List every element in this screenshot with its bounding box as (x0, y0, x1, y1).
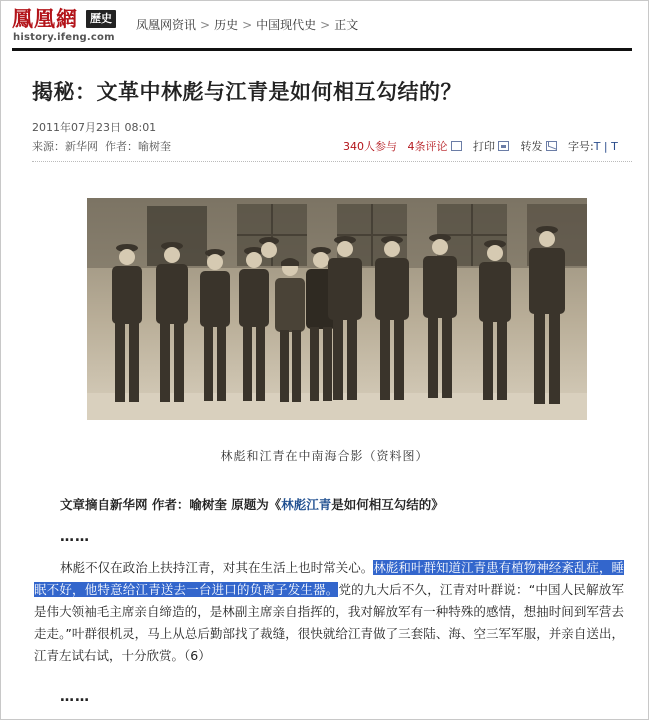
logo-text: 鳳凰網 (12, 6, 78, 31)
article-intro (60, 495, 444, 513)
breadcrumb-history[interactable]: 历史 (214, 18, 239, 32)
article-paragraph (34, 557, 624, 667)
para-text-before: 林彪不仅在政治上扶持江青，对其在生活上也时常关心。 (60, 560, 374, 575)
print-link[interactable]: 打印 (473, 140, 495, 153)
article-tools (343, 138, 618, 154)
group-photo-illustration (87, 198, 587, 420)
comment-icon[interactable] (451, 141, 462, 151)
header-divider (12, 48, 632, 51)
article-source (32, 138, 171, 154)
participants-link[interactable]: 340人参与 (343, 140, 397, 153)
logo-badge: 歷史 (86, 10, 116, 28)
intro-highlight-link[interactable]: 林彪江青 (281, 497, 332, 512)
breadcrumb-current: 正文 (334, 18, 359, 32)
breadcrumb-sep: > (200, 18, 211, 32)
group-photo (87, 198, 587, 420)
breadcrumb-modern-history[interactable]: 中国现代史 (256, 18, 317, 32)
intro-prefix: 文章摘自新华网 作者：喻树奎 原题为《 (60, 497, 282, 512)
author-name: 喻树奎 (138, 140, 171, 153)
font-size-toggle[interactable]: T | T (593, 140, 618, 153)
article-title: 揭秘：文革中林彪与江青是如何相互勾结的？ (32, 79, 462, 104)
meta-divider (32, 161, 632, 162)
print-icon[interactable] (498, 141, 509, 151)
logo-url: history.ifeng.com (13, 32, 115, 43)
selected-text[interactable]: 林彪和叶群知道江青患有植物神经紊乱症，睡眠不好，他特意给江青送去一台进口的负离子发生器。 (34, 560, 624, 597)
breadcrumb-sep: > (242, 18, 253, 32)
mail-icon[interactable] (546, 141, 557, 151)
ellipsis-top: …… (60, 529, 90, 545)
intro-suffix: 是如何相互勾结的》 (331, 497, 444, 512)
font-size-label: 字号: (568, 140, 594, 153)
para-text-after: 党的九大后不久，江青对叶群说：“中国人民解放军是伟大领袖毛主席亲自缔造的，是林副主席亲自指挥的，我对解放军有一种特殊的感情，想抽时间到军营去走走。”叶群很机灵，马上从总后勤部找了裁缝，很快就给江青做了三套陆、海、空三军军服，并亲自送出，江青左试右试，十分欣赏。（6） (34, 582, 624, 663)
breadcrumb (136, 16, 358, 33)
ellipsis-bottom: …… (60, 689, 90, 705)
image-caption: 林彪和江青在中南海合影（资料图） (220, 449, 429, 463)
breadcrumb-sep: > (320, 18, 331, 32)
source-link[interactable]: 新华网 (65, 140, 98, 153)
ifeng-history-logo[interactable] (12, 6, 124, 44)
article-date: 2011年07月23日 08:01 (32, 121, 157, 134)
comments-link[interactable]: 4条评论 (407, 140, 448, 153)
source-label: 来源： (32, 140, 65, 153)
breadcrumb-news[interactable]: 凤凰网资讯 (136, 18, 197, 32)
share-link[interactable]: 转发 (520, 140, 543, 153)
author-label: 作者： (105, 140, 138, 153)
site-header (12, 6, 638, 46)
